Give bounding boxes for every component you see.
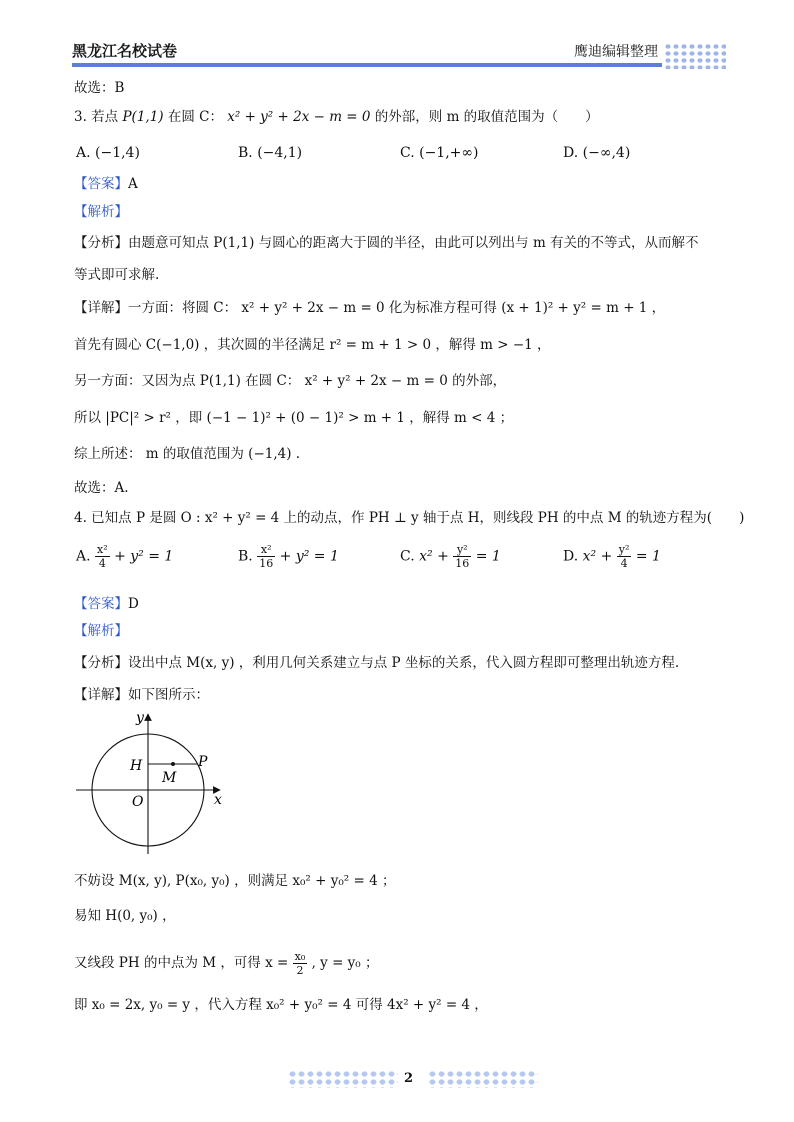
q3-fenxi-text1: 由题意可知点 P(1,1) 与圆心的距离大于圆的半径，由此可以列出与 m 有关的不等式，从而解不 [128, 235, 699, 251]
q4-fenxi-text: 设出中点 M(x, y) ，利用几何关系建立与点 P 坐标的关系，代入圆方程即可整理出轨迹方程. [128, 655, 680, 671]
q3-stem-mid: 在圆 C： [163, 109, 228, 125]
q4-line3-fraction [293, 950, 308, 977]
q4-option-c-pre: x² + [419, 548, 449, 565]
q4-line4: 即 x₀ = 2x, y₀ = y ，代入方程 x₀² + y₀² = 4 可得 4x² + y² = 4 ， [74, 997, 488, 1013]
q3-answer-tag: 【答案】 [74, 176, 128, 192]
q4-option-c-num: y² [453, 543, 471, 557]
q3-detail-text1: 一方面：将圆 C： x² + y² + 2x − m = 0 化为标准方程可得 (x + 1)² + y² = m + 1 ， [128, 300, 666, 316]
q3-detail-line1 [74, 299, 665, 317]
q4-option-a-den: 4 [98, 557, 106, 570]
q3-stem-pre: 3. 若点 [74, 109, 123, 125]
q3-equation: x² + y² + 2x − m = 0 [227, 109, 371, 125]
q4-option-b-num: x² [257, 543, 275, 557]
q3-xiangjie-tag: 【详解】 [74, 300, 128, 316]
header-rule [72, 63, 662, 67]
q3-option-a: A. (−1,4) [76, 145, 140, 161]
q3-option-d: D. (−∞,4) [563, 145, 631, 161]
q2-conclusion: 故选：B [74, 80, 125, 96]
q4-option-c [400, 543, 501, 570]
q4-option-d-pre: x² + [582, 548, 613, 565]
q4-answer [74, 595, 139, 613]
q4-line3-post: , y = y₀ ； [311, 955, 379, 971]
q3-detail-line2: 首先有圆心 C(−1,0) ，其次圆的半径满足 r² = m + 1 > 0 ，解得 m > −1 ， [74, 337, 551, 353]
header-title: 黑龙江名校试卷 [72, 42, 178, 60]
circle-diagram [72, 708, 232, 856]
q4-line3-num: x₀ [294, 950, 306, 963]
q3-detail-line5: 综上所述： m 的取值范围为 (−1,4) . [74, 446, 301, 462]
q4-fenxi-tag: 【分析】 [74, 655, 128, 671]
q4-option-b-rest: + y² = 1 [279, 548, 339, 565]
q4-option-c-rest: = 1 [475, 548, 501, 565]
q4-analysis-tag [74, 622, 128, 640]
q4-option-a-fraction [95, 543, 110, 570]
header-editor: 鹰迪编辑整理 [574, 44, 658, 60]
q4-stem: 4. 已知点 P 是圆 O : x² + y² = 4 上的动点，作 PH ⊥ y 轴于点 H，则线段 PH 的中点 M 的轨迹方程为( ) [74, 510, 745, 526]
footer-dots-right [428, 1070, 538, 1088]
q4-xiangjie [74, 686, 209, 704]
q3-answer-value: A [128, 176, 138, 192]
q3-point: P(1,1) [122, 109, 164, 125]
q4-option-c-label: C. [400, 548, 415, 565]
q4-analysis-label: 【解析】 [74, 623, 128, 639]
q3-analysis-label: 【解析】 [74, 204, 128, 220]
q3-analysis-tag [74, 203, 128, 221]
footer-dots-left [288, 1070, 398, 1088]
q4-option-a-num: x² [97, 543, 108, 556]
label-h: H [130, 758, 143, 774]
q4-option-a [76, 543, 173, 570]
label-p: P [198, 754, 208, 770]
q4-option-c-den: 16 [455, 557, 470, 570]
q4-line2: 易知 H(0, y₀) ， [74, 908, 176, 924]
label-m: M [162, 770, 177, 786]
label-y: y [136, 710, 144, 726]
label-x: x [214, 792, 222, 808]
q3-option-b: B. (−4,1) [238, 145, 303, 161]
page-number: 2 [404, 1071, 414, 1086]
q3-conclusion: 故选：A. [74, 480, 129, 496]
q4-option-d [563, 543, 661, 570]
q3-fenxi-line1 [74, 234, 699, 252]
midpoint-m-dot [171, 762, 175, 766]
q4-option-b-fraction [257, 543, 275, 570]
q4-option-b-label: B. [238, 548, 253, 565]
q3-detail-line3: 另一方面：又因为点 P(1,1) 在圆 C： x² + y² + 2x − m = 0 的外部， [74, 373, 507, 389]
q4-xiangjie-tag: 【详解】 [74, 687, 128, 703]
q4-line3 [74, 950, 379, 977]
q4-option-a-label: A. [76, 548, 91, 565]
q4-fenxi [74, 654, 679, 672]
q4-option-d-rest: = 1 [635, 548, 661, 565]
q4-line1: 不妨设 M(x, y), P(x₀, y₀) ，则满足 x₀² + y₀² = 4 ； [74, 873, 396, 889]
q3-answer [74, 175, 138, 193]
q4-line3-den: 2 [296, 964, 304, 977]
q4-option-d-fraction [617, 543, 632, 570]
q4-line3-pre: 又线段 PH 的中点为 M ，可得 x = [74, 955, 289, 971]
q4-option-d-den: 4 [620, 557, 628, 570]
label-o: O [132, 794, 144, 810]
q3-detail-line4: 所以 |PC|² > r² ，即 (−1 − 1)² + (0 − 1)² > m + 1 ，解得 m < 4 ； [74, 410, 514, 426]
q4-option-b-den: 16 [259, 557, 274, 570]
q3-fenxi-line2: 等式即可求解. [74, 267, 160, 283]
q4-option-a-rest: + y² = 1 [114, 548, 174, 565]
q4-answer-value: D [128, 596, 139, 612]
q3-option-c: C. (−1,+∞) [400, 145, 479, 161]
q3-stem-post: 的外部，则 m 的取值范围为（ ） [370, 109, 599, 125]
q4-option-d-label: D. [563, 548, 579, 565]
q4-option-d-num: y² [618, 543, 630, 556]
header-dot-pattern [664, 43, 726, 69]
q4-xiangjie-text: 如下图所示： [128, 687, 209, 703]
q3-stem [74, 108, 599, 126]
q4-option-c-fraction [453, 543, 471, 570]
q4-answer-tag: 【答案】 [74, 596, 128, 612]
q3-fenxi-tag: 【分析】 [74, 235, 128, 251]
q4-option-b [238, 543, 339, 570]
